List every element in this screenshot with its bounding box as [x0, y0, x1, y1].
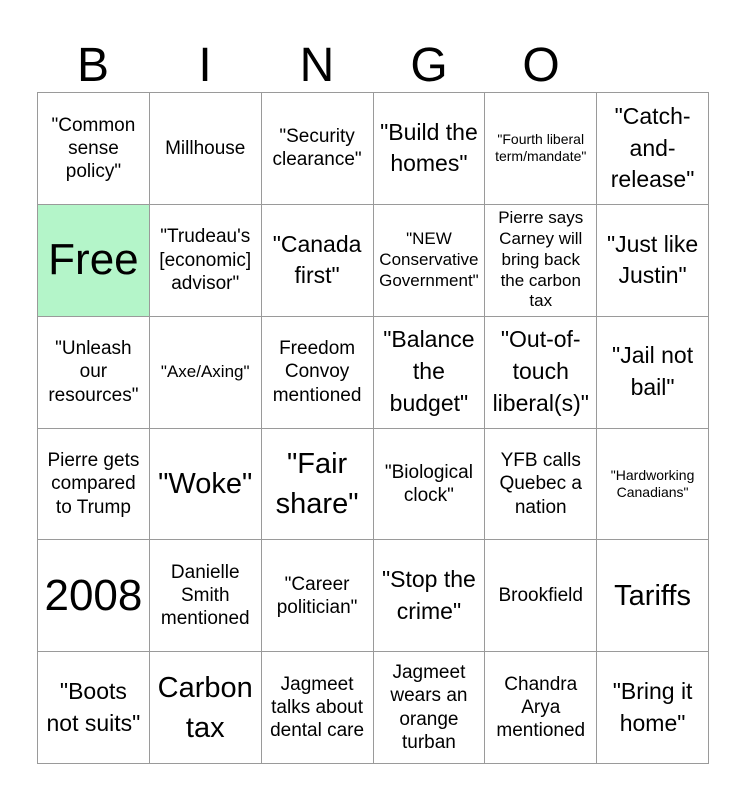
bingo-cell[interactable]: "Stop the crime": [374, 540, 486, 652]
bingo-cell[interactable]: "Boots not suits": [38, 652, 150, 764]
bingo-cell[interactable]: Brookfield: [485, 540, 597, 652]
bingo-cell[interactable]: Pierre says Carney will bring back the carbon tax: [485, 205, 597, 317]
bingo-cell[interactable]: "Bring it home": [597, 652, 709, 764]
bingo-cell[interactable]: "Common sense policy": [38, 93, 150, 205]
bingo-cell[interactable]: "Build the homes": [374, 93, 486, 205]
bingo-cell[interactable]: "Career politician": [262, 540, 374, 652]
bingo-cell[interactable]: "Unleash our resources": [38, 317, 150, 429]
free-space-cell[interactable]: Free: [38, 205, 150, 317]
bingo-cell[interactable]: Tariffs: [597, 540, 709, 652]
bingo-cell[interactable]: Danielle Smith mentioned: [150, 540, 262, 652]
bingo-cell[interactable]: "Balance the budget": [374, 317, 486, 429]
bingo-cell[interactable]: "NEW Conservative Government": [374, 205, 486, 317]
bingo-cell[interactable]: Pierre gets compared to Trump: [38, 429, 150, 541]
bingo-cell[interactable]: Carbon tax: [150, 652, 262, 764]
bingo-cell[interactable]: "Catch-and-release": [597, 93, 709, 205]
bingo-cell[interactable]: "Fourth liberal term/mandate": [485, 93, 597, 205]
bingo-cell[interactable]: "Axe/Axing": [150, 317, 262, 429]
bingo-cell[interactable]: Jagmeet talks about dental care: [262, 652, 374, 764]
bingo-cell[interactable]: "Fair share": [262, 429, 374, 541]
header-letter-g: G: [410, 39, 448, 92]
bingo-cell[interactable]: "Out-of-touch liberal(s)": [485, 317, 597, 429]
bingo-cell[interactable]: YFB calls Quebec a nation: [485, 429, 597, 541]
bingo-cell[interactable]: "Security clearance": [262, 93, 374, 205]
header-letter-o: O: [522, 39, 560, 92]
bingo-card-grid: [37, 92, 709, 764]
bingo-cell[interactable]: Jagmeet wears an orange turban: [374, 652, 486, 764]
bingo-cell[interactable]: "Biological clock": [374, 429, 486, 541]
bingo-cell[interactable]: 2008: [38, 540, 150, 652]
bingo-header: [37, 34, 709, 94]
bingo-cell[interactable]: "Jail not bail": [597, 317, 709, 429]
bingo-cell[interactable]: "Hardworking Canadians": [597, 429, 709, 541]
bingo-cell[interactable]: "Canada first": [262, 205, 374, 317]
header-letter-n: N: [299, 39, 335, 92]
bingo-cell[interactable]: "Trudeau's [economic] advisor": [150, 205, 262, 317]
bingo-cell[interactable]: Chandra Arya mentioned: [485, 652, 597, 764]
bingo-cell[interactable]: Millhouse: [150, 93, 262, 205]
bingo-cell[interactable]: "Woke": [150, 429, 262, 541]
header-letter-b: B: [76, 39, 109, 92]
header-letter-i: I: [198, 39, 212, 92]
bingo-cell[interactable]: Freedom Convoy mentioned: [262, 317, 374, 429]
bingo-cell[interactable]: "Just like Justin": [597, 205, 709, 317]
